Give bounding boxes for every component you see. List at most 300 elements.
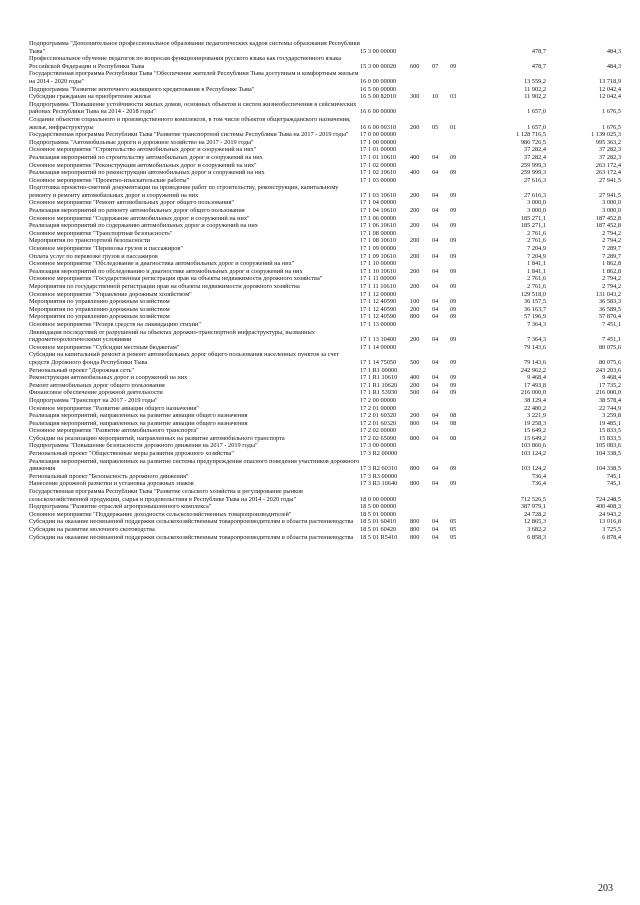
row-target-code: 17 1 12 40590 — [360, 298, 397, 306]
row-name: Подготовка проектно-сметной документации на проведение работ по строительству, реконструкции, капитальному ремонту и ремонту автомобильных дорог и сооружений на них — [29, 184, 339, 199]
row-expense-type — [410, 450, 432, 458]
row-expense-type — [410, 139, 432, 147]
row-section: 04 — [432, 336, 439, 344]
table-row — [29, 162, 621, 170]
table-row — [29, 397, 621, 405]
row-expense-type — [410, 503, 432, 511]
table-row — [29, 503, 621, 511]
row-subsection: 09 — [450, 237, 457, 245]
row-subsection — [450, 230, 471, 238]
row-section: 04 — [432, 207, 439, 215]
row-expense-type: 800 — [410, 313, 420, 321]
table-row — [29, 306, 621, 314]
row-target-code: 18 5 01 60410 — [360, 518, 397, 526]
row-name: Основное мероприятие "Обследование и диагностика автомобильных дорог и сооружений на них" — [29, 260, 295, 268]
row-amount-year-2: 187 452,8 — [595, 214, 621, 222]
row-subsection: 09 — [450, 305, 457, 313]
row-subsection: 09 — [450, 169, 457, 177]
row-amount-year-1: 129 518,0 — [520, 290, 546, 298]
row-name: Региональный проект "Дорожная сеть" — [29, 366, 134, 374]
row-amount-year-1: 37 282,4 — [523, 153, 546, 161]
row-target-code: 18 5 01 R5410 — [360, 533, 398, 541]
row-expense-type: 800 — [410, 419, 420, 427]
row-amount-year-2: 3 725,5 — [602, 526, 621, 533]
row-target-code: 17 1 09 00000 — [360, 245, 397, 253]
row-name: Основное мероприятие "Развитие автомобильного транспорта" — [29, 427, 199, 435]
table-row — [29, 420, 621, 428]
row-expense-type — [410, 321, 432, 329]
row-target-code: 17 1 01 00000 — [360, 146, 397, 154]
row-amount-year-2: 1 139 025,3 — [591, 131, 621, 139]
row-target-code: 17 1 03 10610 — [360, 191, 397, 199]
row-section: 07 — [432, 62, 439, 70]
row-amount-year-1: 17 493,8 — [523, 381, 546, 389]
row-expense-type: 200 — [410, 336, 420, 344]
row-amount-year-1: 13 559,2 — [523, 77, 546, 85]
table-row — [29, 131, 621, 139]
row-expense-type — [410, 245, 432, 253]
row-amount-year-2: 745,1 — [606, 472, 621, 480]
row-subsection — [450, 199, 471, 207]
row-expense-type: 200 — [410, 207, 420, 215]
row-target-code: 17 1 10 00000 — [360, 260, 397, 268]
row-expense-type: 400 — [410, 153, 420, 161]
table-row — [29, 93, 621, 101]
row-section — [432, 450, 450, 458]
row-expense-type — [410, 397, 432, 405]
row-expense-type — [410, 40, 432, 55]
row-expense-type: 500 — [410, 358, 420, 366]
row-subsection — [450, 450, 471, 458]
row-subsection — [450, 40, 471, 55]
row-amount-year-1: 79 143,6 — [523, 343, 546, 351]
row-section — [432, 488, 450, 503]
row-amount-year-1: 216 000,0 — [520, 389, 546, 397]
row-amount-year-2: 13 718,9 — [598, 77, 621, 85]
row-section: 04 — [432, 283, 439, 290]
row-amount-year-1: 986 726,5 — [520, 138, 546, 146]
table-row — [29, 184, 621, 199]
row-expense-type — [410, 488, 432, 503]
row-section — [432, 321, 450, 329]
table-row — [29, 101, 621, 116]
row-subsection: 08 — [450, 434, 457, 442]
row-subsection: 09 — [450, 358, 457, 366]
row-target-code: 17 1 12 40590 — [360, 305, 397, 313]
row-target-code: 17 1 02 00000 — [360, 161, 397, 169]
row-amount-year-2: 3 000,0 — [602, 207, 621, 215]
row-target-code: 17 1 06 00000 — [360, 214, 397, 222]
row-target-code: 17 2 02 00000 — [360, 427, 397, 435]
row-amount-year-1: 36 163,7 — [523, 305, 546, 313]
row-name: Реконструкция автомобильных дорог и сооружений на них — [29, 374, 188, 382]
row-amount-year-2: 6 878,4 — [602, 533, 621, 541]
table-row — [29, 253, 621, 261]
row-expense-type — [410, 70, 432, 85]
row-name: Основное мероприятие "Проектно-изыскательские работы" — [29, 176, 190, 184]
row-subsection — [450, 367, 471, 375]
row-expense-type: 600 — [410, 62, 420, 70]
table-row — [29, 283, 621, 291]
row-amount-year-2: 22 744,9 — [598, 404, 621, 412]
row-subsection — [450, 442, 471, 450]
row-subsection: 09 — [450, 336, 457, 344]
table-row — [29, 207, 621, 215]
row-amount-year-2: 1 862,8 — [602, 260, 621, 268]
row-name: Реализация мероприятий, направленных на развитие авиации общего назначения — [29, 419, 248, 427]
row-target-code: 17 1 12 40590 — [360, 313, 397, 321]
row-section: 04 — [432, 267, 439, 275]
row-amount-year-1: 387 979,1 — [520, 503, 546, 511]
page-number: 203 — [598, 883, 613, 894]
table-row — [29, 245, 621, 253]
budget-table-body — [29, 40, 621, 541]
row-subsection — [450, 275, 471, 283]
row-amount-year-2: 19 485,1 — [598, 419, 621, 427]
row-target-code: 17 1 13 10400 — [360, 336, 397, 344]
row-expense-type: 200 — [410, 283, 420, 290]
row-amount-year-1: 12 865,3 — [523, 518, 546, 526]
row-subsection: 09 — [450, 207, 457, 215]
row-name: Мероприятия по государственной регистрации прав на объекты недвижимости дорожного хозяйства — [29, 283, 300, 290]
row-target-code: 17 1 R1 53930 — [360, 389, 398, 397]
row-name: Создание объектов социального и производственного комплексов, в том числе объектов общегражданского назначения, жилья, инфраструктуры — [29, 115, 351, 131]
row-name: Подпрограмма "Развитие ипотечного жилищного кредитования в Республике Тыва" — [29, 85, 255, 93]
row-name: Основное мероприятие "Резерв средств на ликвидацию стихии" — [29, 320, 201, 328]
row-name: Подпрограмма "Развитие отраслей агропромышленного комплекса" — [29, 503, 212, 511]
row-subsection — [450, 321, 471, 329]
row-section: 10 — [432, 93, 439, 101]
row-amount-year-2: 37 282,3 — [598, 146, 621, 154]
table-row — [29, 154, 621, 162]
table-row — [29, 518, 621, 526]
row-amount-year-1: 11 902,2 — [524, 93, 546, 101]
row-target-code: 17 1 04 00000 — [360, 199, 397, 207]
row-section: 04 — [432, 222, 439, 230]
row-name: Основное мероприятие "Управление дорожным хозяйством" — [29, 290, 192, 298]
row-amount-year-1: 259 999,3 — [520, 161, 546, 169]
row-expense-type: 200 — [410, 237, 420, 245]
row-section: 04 — [432, 480, 439, 488]
row-amount-year-2: 9 468,4 — [602, 374, 621, 382]
row-amount-year-1: 7 204,9 — [527, 252, 546, 260]
row-subsection: 08 — [450, 412, 457, 420]
row-target-code: 16 5 00 82010 — [360, 93, 397, 101]
table-row — [29, 526, 621, 534]
table-row — [29, 488, 621, 503]
table-row — [29, 382, 621, 390]
row-expense-type — [410, 405, 432, 413]
row-amount-year-2: 36 589,5 — [598, 305, 621, 313]
row-subsection: 09 — [450, 465, 457, 473]
row-subsection — [450, 427, 471, 435]
row-target-code: 17 1 08 10610 — [360, 237, 397, 245]
row-amount-year-1: 3 000,0 — [527, 199, 546, 207]
row-target-code: 17 3 R3 00000 — [360, 472, 398, 480]
table-row — [29, 169, 621, 177]
row-target-code: 17 1 09 10610 — [360, 252, 397, 260]
row-expense-type — [410, 101, 432, 116]
row-amount-year-1: 478,7 — [531, 47, 546, 55]
row-amount-year-2: 7 451,1 — [602, 336, 621, 344]
row-expense-type — [410, 230, 432, 238]
row-section — [432, 101, 450, 116]
row-name: Субсидии на реализацию мероприятий, направленных на развитие автомобильного транспорта — [29, 434, 285, 442]
row-amount-year-1: 712 526,5 — [520, 495, 546, 503]
row-amount-year-1: 27 616,3 — [523, 176, 546, 184]
table-row — [29, 215, 621, 223]
row-target-code: 17 1 12 00000 — [360, 290, 397, 298]
row-subsection — [450, 260, 471, 268]
row-amount-year-1: 259 999,3 — [520, 169, 546, 177]
row-amount-year-2: 7 451,1 — [602, 320, 621, 328]
row-amount-year-2: 7 289,7 — [602, 252, 621, 260]
row-expense-type — [410, 177, 432, 185]
row-section: 05 — [432, 123, 439, 131]
table-row — [29, 329, 621, 344]
row-section — [432, 139, 450, 147]
row-amount-year-1: 1 657,0 — [527, 108, 546, 116]
row-amount-year-2: 24 943,2 — [598, 510, 621, 518]
row-amount-year-1: 736,4 — [531, 472, 546, 480]
row-name: Оплата услуг по перевозке грузов и пассажиров — [29, 252, 158, 260]
row-subsection: 09 — [450, 267, 457, 275]
row-section — [432, 291, 450, 299]
row-name: Реализация мероприятий, направленных на развитие авиации общего назначения — [29, 412, 248, 420]
row-subsection — [450, 397, 471, 405]
row-target-code: 16 6 00 00310 — [360, 123, 397, 131]
table-row — [29, 534, 621, 542]
row-expense-type: 400 — [410, 374, 420, 382]
row-amount-year-2: 37 282,3 — [598, 153, 621, 161]
row-amount-year-2: 484,3 — [606, 47, 621, 55]
row-subsection — [450, 86, 471, 94]
row-amount-year-2: 57 870,4 — [598, 313, 621, 321]
row-amount-year-2: 1 676,5 — [602, 123, 621, 131]
row-amount-year-1: 2 761,6 — [527, 283, 546, 290]
row-section — [432, 427, 450, 435]
row-amount-year-1: 103 860,6 — [520, 442, 546, 450]
row-section — [432, 215, 450, 223]
row-target-code: 17 1 02 10610 — [360, 169, 397, 177]
table-row — [29, 86, 621, 94]
row-subsection — [450, 146, 471, 154]
row-subsection — [450, 101, 471, 116]
row-target-code: 17 1 08 00000 — [360, 229, 397, 237]
row-target-code: 17 1 04 10610 — [360, 207, 397, 215]
row-amount-year-2: 745,1 — [606, 480, 621, 488]
row-section: 04 — [432, 533, 439, 541]
row-target-code: 17 0 00 00000 — [360, 131, 397, 139]
row-amount-year-2: 2 794,2 — [602, 275, 621, 283]
row-amount-year-2: 263 172,4 — [595, 169, 621, 177]
row-expense-type — [410, 291, 432, 299]
row-name: Субсидии на капитальный ремонт и ремонт автомобильных дорог общего пользования населенных пунктов за счет средств Дорожного фонда Республики Тыва — [29, 351, 340, 366]
row-section — [432, 503, 450, 511]
row-subsection — [450, 162, 471, 170]
row-target-code: 18 5 00 00000 — [360, 503, 397, 511]
row-amount-year-2: 3 000,0 — [602, 199, 621, 207]
row-amount-year-1: 37 282,4 — [523, 146, 546, 154]
row-section — [432, 405, 450, 413]
row-amount-year-1: 57 196,9 — [523, 313, 546, 321]
row-subsection: 05 — [450, 526, 457, 533]
row-expense-type: 800 — [410, 480, 420, 488]
row-subsection — [450, 70, 471, 85]
row-target-code: 17 1 11 00000 — [360, 275, 396, 283]
row-amount-year-2: 17 735,2 — [598, 381, 621, 389]
row-amount-year-2: 7 289,7 — [602, 245, 621, 253]
row-amount-year-2: 38 578,4 — [598, 396, 621, 404]
row-amount-year-2: 12 042,4 — [598, 93, 621, 101]
row-expense-type — [410, 473, 432, 481]
row-expense-type: 400 — [410, 169, 420, 177]
row-amount-year-2: 80 075,6 — [598, 358, 621, 366]
table-row — [29, 237, 621, 245]
row-name: Основное мероприятие "Ремонт автомобильных дорог общего пользования" — [29, 199, 235, 207]
table-row — [29, 199, 621, 207]
row-name: Нанесение дорожной разметки и установка дорожных знаков — [29, 480, 194, 488]
row-section — [432, 70, 450, 85]
row-expense-type — [410, 162, 432, 170]
row-expense-type: 200 — [410, 305, 420, 313]
row-amount-year-2: 36 583,3 — [598, 298, 621, 306]
row-name: Государственная программа Республики Тыва "Развитие транспортной системы Республики Тыва на 2017 - 2019 годы" — [29, 131, 349, 139]
row-amount-year-1: 242 962,2 — [520, 366, 546, 374]
table-row — [29, 351, 621, 366]
table-row — [29, 412, 621, 420]
row-name: Основное мероприятие "Строительство автомобильных дорог и сооружений на них" — [29, 146, 257, 154]
table-row — [29, 389, 621, 397]
row-section: 04 — [432, 237, 439, 245]
row-amount-year-1: 2 761,6 — [527, 237, 546, 245]
table-row — [29, 511, 621, 519]
row-section: 04 — [432, 313, 439, 321]
table-row — [29, 230, 621, 238]
row-amount-year-1: 3 682,2 — [527, 526, 546, 533]
table-row — [29, 139, 621, 147]
row-amount-year-1: 478,7 — [531, 62, 546, 70]
table-row — [29, 268, 621, 276]
row-target-code: 17 1 11 10610 — [360, 283, 396, 290]
row-name: Субсидии на оказание несвязанной поддержки сельскохозяйственным товаропроизводителям в области растениеводства — [29, 533, 354, 541]
row-amount-year-1: 1 841,1 — [527, 260, 546, 268]
row-target-code: 17 2 01 00000 — [360, 404, 397, 412]
row-name: Реализация мероприятий по реконструкции автомобильных дорог и сооружений на них — [29, 169, 265, 177]
row-expense-type: 200 — [410, 412, 420, 420]
row-target-code: 17 2 00 00000 — [360, 396, 397, 404]
table-row — [29, 260, 621, 268]
row-name: Подпрограмма "Повышение устойчивости жилых домов, основных объектов и систем жизнеобеспечения в сейсмических районах Республики Тыва на 2014 - 2018 годы" — [29, 100, 357, 116]
row-expense-type: 800 — [410, 434, 420, 442]
row-expense-type: 500 — [410, 389, 420, 397]
row-name: Основное мероприятие "Развитие авиации общего назначения" — [29, 404, 199, 412]
table-row — [29, 435, 621, 443]
row-amount-year-2: 216 000,0 — [595, 389, 621, 397]
row-name: Реализация мероприятий по ремонту автомобильных дорог общего пользования — [29, 207, 245, 215]
row-section: 04 — [432, 374, 439, 382]
row-expense-type — [410, 367, 432, 375]
row-subsection: 09 — [450, 283, 457, 290]
row-expense-type — [410, 131, 432, 139]
row-amount-year-2: 27 941,5 — [598, 191, 621, 199]
row-name: Профессиональное обучение педагогов по вопросам функционирования русского языка как государственного языка Российской Федерации и Республики Тыва — [29, 55, 342, 70]
row-subsection: 05 — [450, 518, 457, 526]
row-expense-type — [410, 275, 432, 283]
row-name: Основное мероприятие "Государственная регистрация прав на объекты недвижимости дорожного хозяйства" — [29, 275, 323, 283]
row-name: Подпрограмма "Транспорт на 2017 - 2019 годы" — [29, 396, 158, 404]
row-amount-year-1: 6 858,3 — [527, 533, 546, 541]
row-section: 04 — [432, 389, 439, 397]
row-name: Субсидии на развитие молочного скотоводства — [29, 526, 155, 533]
row-section — [432, 367, 450, 375]
row-section: 04 — [432, 305, 439, 313]
row-expense-type: 200 — [410, 191, 420, 199]
row-section: 04 — [432, 153, 439, 161]
row-amount-year-1: 9 468,4 — [527, 374, 546, 382]
row-target-code: 18 5 01 00000 — [360, 510, 397, 518]
row-subsection: 09 — [450, 374, 457, 382]
table-row — [29, 367, 621, 375]
row-name: Мероприятия по управлению дорожным хозяйством — [29, 298, 170, 306]
row-amount-year-2: 243 203,6 — [595, 366, 621, 374]
table-row — [29, 40, 621, 55]
row-target-code: 17 1 10 10610 — [360, 267, 397, 275]
table-row — [29, 442, 621, 450]
row-amount-year-1: 15 649,2 — [523, 427, 546, 435]
row-name: Подпрограмма "Повышение безопасности дорожного движения на 2017 - 2019 годы" — [29, 442, 258, 450]
row-section: 04 — [432, 412, 439, 420]
row-target-code: 18 5 01 60420 — [360, 526, 397, 533]
row-subsection: 09 — [450, 191, 457, 199]
row-amount-year-1: 3 221,9 — [527, 412, 546, 420]
table-row — [29, 291, 621, 299]
row-name: Подпрограмма "Дополнительное профессиональное образование педагогических кадров системы образования Республики Тыва" — [29, 40, 360, 55]
table-row — [29, 116, 621, 131]
row-amount-year-2: 2 794,2 — [602, 229, 621, 237]
row-subsection: 09 — [450, 381, 457, 389]
row-section — [432, 260, 450, 268]
row-amount-year-2: 80 075,6 — [598, 343, 621, 351]
row-amount-year-1: 185 271,1 — [520, 214, 546, 222]
row-target-code: 17 1 R1 10620 — [360, 381, 398, 389]
row-section: 04 — [432, 518, 439, 526]
row-amount-year-1: 7 204,9 — [527, 245, 546, 253]
row-amount-year-1: 36 157,5 — [523, 298, 546, 306]
row-amount-year-2: 12 042,4 — [598, 85, 621, 93]
row-subsection — [450, 488, 471, 503]
row-name: Основное мероприятие "Содержание автомобильных дорог и сооружений на них" — [29, 214, 250, 222]
row-target-code: 17 1 R1 10610 — [360, 374, 398, 382]
row-amount-year-1: 24 728,2 — [523, 510, 546, 518]
row-section — [432, 131, 450, 139]
row-amount-year-2: 724 248,5 — [595, 495, 621, 503]
row-expense-type: 800 — [410, 465, 420, 473]
row-subsection — [450, 511, 471, 519]
row-subsection: 08 — [450, 419, 457, 427]
row-amount-year-1: 19 258,3 — [523, 419, 546, 427]
row-amount-year-2: 27 941,5 — [598, 176, 621, 184]
row-target-code: 16 5 00 00000 — [360, 85, 397, 93]
row-name: Основное мероприятие "Поддержание доходности сельскохозяйственных товаропроизводителей" — [29, 510, 292, 518]
table-row — [29, 450, 621, 458]
row-subsection — [450, 139, 471, 147]
row-amount-year-2: 104 338,5 — [595, 450, 621, 458]
row-subsection: 09 — [450, 313, 457, 321]
row-subsection: 05 — [450, 533, 457, 541]
row-subsection: 09 — [450, 298, 457, 306]
row-name: Реализация мероприятий по строительству автомобильных дорог и сооружений на них — [29, 153, 263, 161]
